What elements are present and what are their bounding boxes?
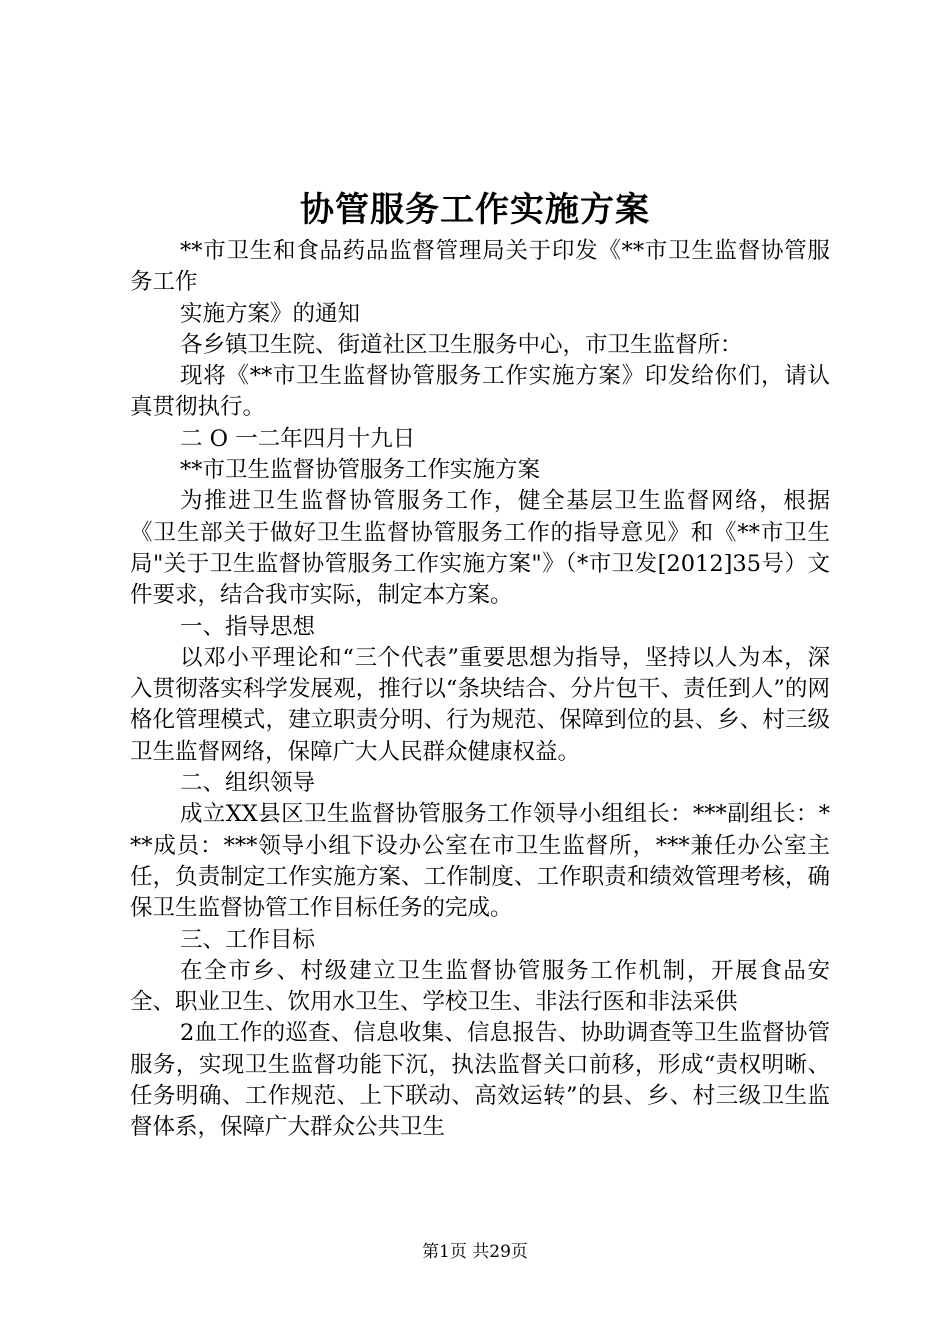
section-heading-goals: 三、工作目标 (180, 926, 316, 953)
paragraph-leadership: 成立XX县区卫生监督协管服务工作领导小组组长：***副组长：***成员：***领导小组下设办公室在市卫生监督所，***兼任办公室主任，负责制定工作实施方案、工作制度、工作职责和绩效管理考核，确保卫生监督协管工作目标任务的完成。 (130, 801, 830, 922)
paragraph-notice-heading: **市卫生和食品药品监督管理局关于印发《**市卫生监督协管服务工作 (130, 238, 830, 296)
page-footer: 第1页 共29页 (422, 1242, 528, 1262)
paragraph-guiding-thought: 以邓小平理论和“三个代表”重要思想为指导，坚持以人为本，深入贯彻落实科学发展观，推行以“条块结合、分片包干、责任到人”的网格化管理模式，建立职责分明、行为规范、保障到位的县、乡、村三级卫生监督网络，保障广大人民群众健康权益。 (130, 644, 830, 765)
paragraph-plan-title: **市卫生监督协管服务工作实施方案 (180, 457, 541, 484)
document-body (130, 236, 830, 1144)
paragraph-notice-body: 现将《**市卫生监督协管服务工作实施方案》印发给你们，请认真贯彻执行。 (130, 363, 830, 421)
paragraph-goals: 在全市乡、村级建立卫生监督协管服务工作机制，开展食品安全、职业卫生、饮用水卫生、学校卫生、非法行医和非法采供 (130, 957, 830, 1016)
section-heading-leadership: 二、组织领导 (180, 770, 316, 797)
paragraph-intro: 为推进卫生监督协管服务工作，健全基层卫生监督网络，根据《卫生部关于做好卫生监督协管服务工作的指导意见》和《**市卫生局"关于卫生监督协管服务工作实施方案"》（*市卫发[2012]35号）文件要求，结合我市实际，制定本方案。 (130, 488, 830, 609)
document-title: 协管服务工作实施方案 (300, 190, 650, 230)
paragraph-notice-heading-cont: 实施方案》的通知 (180, 300, 361, 327)
paragraph-goals-cont: 2血工作的巡查、信息收集、信息报告、协助调查等卫生监督协管服务，实现卫生监督功能下沉，执法监督关口前移，形成“责权明晰、任务明确、工作规范、上下联动、高效运转”的县、乡、村三级卫生监督体系，保障广大群众公共卫生 (130, 1020, 830, 1141)
paragraph-date: 二 O 一二年四月十九日 (180, 425, 416, 452)
section-heading-guiding-thought: 一、指导思想 (180, 613, 316, 640)
paragraph-addressee: 各乡镇卫生院、街道社区卫生服务中心，市卫生监督所： (180, 331, 743, 358)
